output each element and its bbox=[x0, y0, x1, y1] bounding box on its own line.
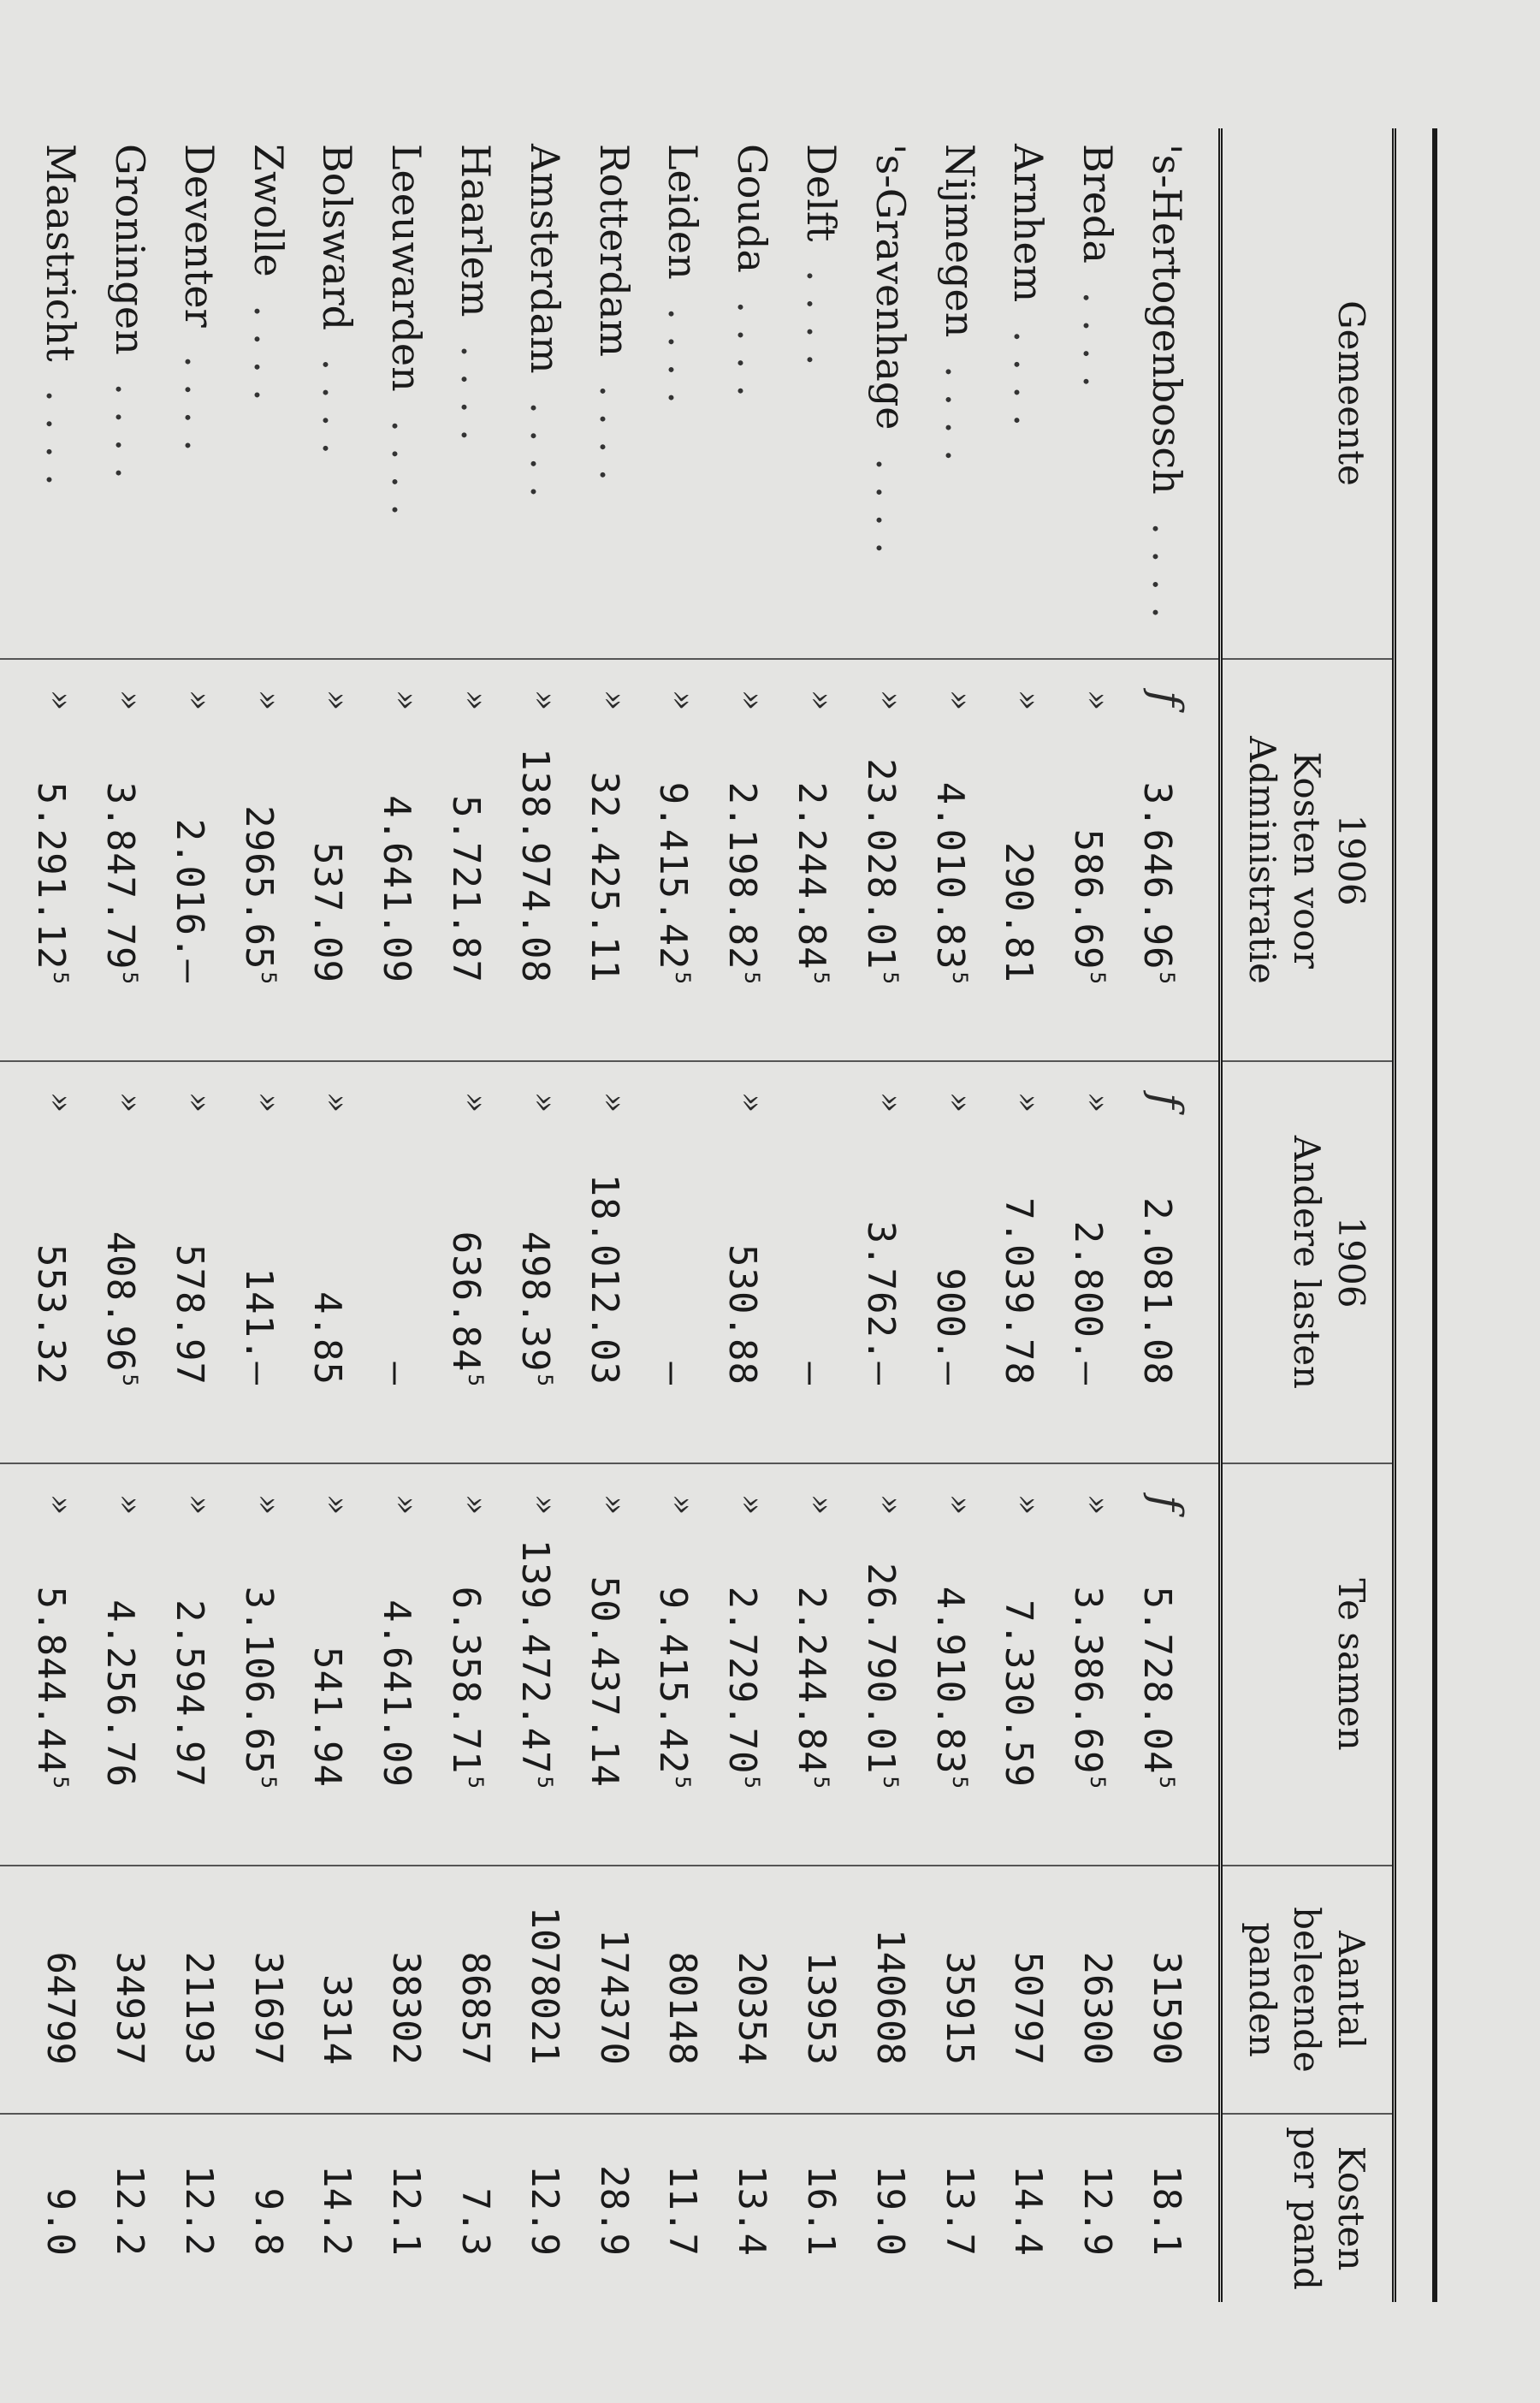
currency-mark: » bbox=[1010, 1093, 1048, 1114]
gemeente-name: Delft bbox=[798, 144, 845, 242]
rotated-table-container bbox=[29, 128, 1437, 2302]
cell-aantal-panden: 38302 bbox=[366, 1866, 435, 2114]
header-andere-lasten: 1906 Andere lasten bbox=[1221, 1061, 1395, 1463]
cell-kosten-per-pand: 16.1 bbox=[781, 2114, 850, 2302]
table-row bbox=[1127, 128, 1220, 2302]
cell-kosten-per-pand: 14.2 bbox=[298, 2114, 367, 2302]
amount-value: 636.84 bbox=[444, 1231, 489, 1373]
amount-value: 2.729.70 bbox=[720, 1586, 765, 1775]
amount-value: 2.244.84 bbox=[790, 1586, 834, 1775]
cell-kosten-per-pand: 12.9 bbox=[505, 2114, 574, 2302]
leader-dots: .... bbox=[1005, 302, 1052, 442]
currency-mark: » bbox=[111, 1093, 150, 1114]
cell-andere bbox=[228, 1061, 298, 1463]
header-aantal-panden: Aantal beleende panden bbox=[1221, 1866, 1395, 2114]
currency-mark: » bbox=[249, 1093, 287, 1114]
currency-mark: » bbox=[457, 1093, 495, 1114]
currency-mark: » bbox=[733, 691, 772, 712]
cell-samen bbox=[435, 1463, 505, 1866]
currency-mark: » bbox=[733, 1495, 772, 1516]
cell-kosten bbox=[228, 659, 298, 1061]
cell-kosten bbox=[712, 659, 781, 1061]
cell-gemeente bbox=[920, 128, 989, 659]
leader-dots: .... bbox=[314, 330, 361, 471]
cell-gemeente bbox=[1127, 128, 1220, 659]
half-cent-mark: 5 bbox=[532, 1776, 557, 1789]
cell-aantal-panden: 31590 bbox=[1127, 1866, 1220, 2114]
amount-value: 498.39 bbox=[512, 1231, 557, 1373]
leader-dots: .... bbox=[1144, 494, 1190, 634]
header-kosten-per-pand: Kosten per pand bbox=[1221, 2114, 1395, 2302]
gemeente-name: Zwolle bbox=[245, 144, 292, 277]
amount-value: 7.039.78 bbox=[997, 1197, 1041, 1385]
cell-aantal-panden: 3314 bbox=[298, 1866, 367, 2114]
gemeente-name: Leeuwarden bbox=[383, 144, 430, 392]
cell-aantal-panden: 64799 bbox=[0, 1866, 90, 2114]
currency-mark: » bbox=[318, 1495, 357, 1516]
table-row bbox=[1057, 128, 1127, 2302]
currency-mark: » bbox=[664, 1495, 702, 1516]
half-cent-mark: 5 bbox=[256, 971, 281, 985]
gemeente-name: Deventer bbox=[175, 144, 222, 328]
table-row bbox=[228, 128, 298, 2302]
cell-kosten bbox=[435, 659, 505, 1061]
table-row bbox=[781, 128, 850, 2302]
cell-andere bbox=[159, 1061, 228, 1463]
amount-value: 4.256.76 bbox=[98, 1599, 143, 1788]
amount-value: — bbox=[651, 1362, 696, 1385]
currency-mark: f bbox=[1142, 1093, 1192, 1110]
gemeente-name: Groningen bbox=[107, 144, 154, 355]
cell-kosten-per-pand: 12.1 bbox=[366, 2114, 435, 2302]
cell-andere bbox=[366, 1061, 435, 1463]
half-cent-mark: 5 bbox=[49, 1776, 74, 1789]
currency-mark: » bbox=[1010, 1495, 1048, 1516]
half-cent-mark: 5 bbox=[947, 1776, 972, 1789]
cell-andere bbox=[435, 1061, 505, 1463]
gemeente-name: Gouda bbox=[729, 144, 776, 273]
amount-value: 5.728.04 bbox=[1135, 1586, 1179, 1775]
amount-value: 2.594.97 bbox=[167, 1599, 211, 1788]
table-row bbox=[989, 128, 1058, 2302]
amount-value: 141.— bbox=[236, 1267, 281, 1385]
cell-aantal-panden: 20354 bbox=[712, 1866, 781, 2114]
cell-aantal-panden: 50797 bbox=[989, 1866, 1058, 2114]
currency-mark: » bbox=[457, 691, 495, 712]
amount-value: 3.386.69 bbox=[1066, 1586, 1111, 1775]
cell-kosten-per-pand: 12.9 bbox=[1057, 2114, 1127, 2302]
currency-mark: » bbox=[42, 1495, 80, 1516]
leader-dots: .... bbox=[521, 373, 568, 513]
half-cent-mark: 5 bbox=[464, 1776, 489, 1789]
amount-value: 541.94 bbox=[305, 1646, 350, 1788]
cell-kosten bbox=[1127, 659, 1220, 1061]
amount-value: 900.— bbox=[927, 1267, 972, 1385]
cell-kosten bbox=[159, 659, 228, 1061]
cell-samen bbox=[0, 1463, 90, 1866]
currency-mark: » bbox=[388, 691, 426, 712]
gemeente-name: Rotterdam bbox=[590, 144, 637, 358]
currency-mark: » bbox=[388, 1495, 426, 1516]
cell-kosten bbox=[366, 659, 435, 1061]
currency-mark: » bbox=[180, 1495, 218, 1516]
currency-mark: » bbox=[42, 691, 80, 712]
table-row bbox=[159, 128, 228, 2302]
cell-aantal-panden: 80148 bbox=[643, 1866, 713, 2114]
half-cent-mark: 5 bbox=[878, 971, 903, 985]
half-cent-mark: 5 bbox=[740, 971, 765, 985]
cell-andere bbox=[712, 1061, 781, 1463]
cell-kosten bbox=[1057, 659, 1127, 1061]
currency-mark: » bbox=[1079, 691, 1117, 712]
amount-value: 138.974.08 bbox=[512, 748, 557, 983]
amount-value: 2.198.82 bbox=[720, 781, 765, 970]
cell-gemeente bbox=[228, 128, 298, 659]
cell-kosten bbox=[920, 659, 989, 1061]
cell-kosten-per-pand: 11.7 bbox=[643, 2114, 713, 2302]
table-row bbox=[0, 128, 90, 2302]
amount-value: 4.641.09 bbox=[375, 795, 419, 983]
leader-dots: .... bbox=[453, 317, 500, 457]
half-cent-mark: 5 bbox=[532, 1374, 557, 1387]
cell-andere bbox=[781, 1061, 850, 1463]
cell-samen bbox=[228, 1463, 298, 1866]
amount-value: 139.472.47 bbox=[512, 1539, 557, 1775]
cell-aantal-panden: 21193 bbox=[159, 1866, 228, 2114]
cell-aantal-panden: 174370 bbox=[574, 1866, 643, 2114]
leader-dots: .... bbox=[729, 272, 776, 413]
table-row bbox=[920, 128, 989, 2302]
cell-kosten-per-pand: 13.4 bbox=[712, 2114, 781, 2302]
cell-samen bbox=[90, 1463, 159, 1866]
half-cent-mark: 5 bbox=[671, 1776, 696, 1789]
amount-value: 4.85 bbox=[305, 1291, 350, 1385]
leader-dots: .... bbox=[660, 279, 707, 419]
cell-samen bbox=[643, 1463, 713, 1866]
currency-mark: » bbox=[1079, 1495, 1117, 1516]
cell-kosten bbox=[505, 659, 574, 1061]
half-cent-mark: 5 bbox=[118, 971, 143, 985]
currency-mark: » bbox=[871, 691, 909, 712]
cell-aantal-panden: 86857 bbox=[435, 1866, 505, 2114]
half-cent-mark: 5 bbox=[464, 1374, 489, 1387]
cell-samen bbox=[850, 1463, 920, 1866]
amount-value: 26.790.01 bbox=[858, 1563, 903, 1775]
cell-aantal-panden: 34937 bbox=[90, 1866, 159, 2114]
cell-gemeente bbox=[574, 128, 643, 659]
cell-samen bbox=[989, 1463, 1058, 1866]
table-row bbox=[574, 128, 643, 2302]
half-cent-mark: 5 bbox=[1086, 1776, 1111, 1789]
half-cent-mark: 5 bbox=[118, 1374, 143, 1387]
cell-gemeente bbox=[989, 128, 1058, 659]
table-row bbox=[505, 128, 574, 2302]
currency-mark: » bbox=[803, 1495, 841, 1516]
amount-value: 50.437.14 bbox=[582, 1575, 626, 1788]
gemeente-name: Haarlem bbox=[453, 144, 500, 317]
amount-value: 5.291.12 bbox=[29, 781, 74, 970]
currency-mark: » bbox=[1010, 691, 1048, 712]
amount-value: 23.028.01 bbox=[858, 758, 903, 970]
cell-kosten-per-pand: 13.7 bbox=[920, 2114, 989, 2302]
cell-kosten-per-pand: 28.9 bbox=[574, 2114, 643, 2302]
amount-value: 4.910.83 bbox=[927, 1586, 972, 1775]
table-row bbox=[643, 128, 713, 2302]
gemeente-name: 's-Gravenhage bbox=[867, 144, 914, 430]
cell-samen bbox=[712, 1463, 781, 1866]
currency-mark: » bbox=[940, 1093, 979, 1114]
currency-mark: » bbox=[249, 691, 287, 712]
gemeente-name: Maastricht bbox=[38, 144, 85, 362]
amount-value: 553.32 bbox=[29, 1244, 74, 1385]
amount-value: 3.106.65 bbox=[236, 1586, 281, 1775]
currency-mark: » bbox=[525, 691, 564, 712]
gemeente-name: 's-Hertogenbosch bbox=[1144, 144, 1190, 495]
cell-kosten bbox=[574, 659, 643, 1061]
cell-gemeente bbox=[643, 128, 713, 659]
currency-mark: » bbox=[733, 1093, 772, 1114]
currency-mark: » bbox=[940, 691, 979, 712]
table-row bbox=[712, 128, 781, 2302]
cell-andere bbox=[0, 1061, 90, 1463]
cell-kosten-per-pand: 7.3 bbox=[435, 2114, 505, 2302]
cell-kosten-per-pand: 12.2 bbox=[90, 2114, 159, 2302]
half-cent-mark: 5 bbox=[671, 971, 696, 985]
table-row bbox=[298, 128, 367, 2302]
amount-value: 3.646.96 bbox=[1135, 781, 1179, 970]
gemeente-name: Amsterdam bbox=[521, 144, 568, 374]
table-row bbox=[90, 128, 159, 2302]
currency-mark: » bbox=[664, 691, 702, 712]
cell-samen bbox=[298, 1463, 367, 1866]
gemeente-name: Bolsward bbox=[314, 144, 361, 331]
amount-value: 290.81 bbox=[997, 842, 1041, 983]
leader-dots: .... bbox=[383, 391, 430, 531]
cell-samen bbox=[366, 1463, 435, 1866]
cell-kosten bbox=[643, 659, 713, 1061]
amount-value: 2.800.— bbox=[1066, 1220, 1111, 1385]
currency-mark: » bbox=[803, 691, 841, 712]
amount-value: 5.844.44 bbox=[29, 1586, 74, 1775]
half-cent-mark: 5 bbox=[1155, 971, 1179, 985]
gemeente-name: Nijmegen bbox=[936, 144, 983, 338]
amount-value: 2.244.84 bbox=[790, 781, 834, 970]
amount-value: 2.016.— bbox=[167, 818, 211, 983]
amount-value: 4.641.09 bbox=[375, 1599, 419, 1788]
cell-samen bbox=[574, 1463, 643, 1866]
cell-aantal-panden: 31697 bbox=[228, 1866, 298, 2114]
amount-value: 6.358.71 bbox=[444, 1586, 489, 1775]
cell-samen bbox=[781, 1463, 850, 1866]
currency-mark: » bbox=[595, 691, 633, 712]
cell-kosten bbox=[989, 659, 1058, 1061]
table-body bbox=[0, 128, 1221, 2302]
cell-aantal-panden: 1078021 bbox=[505, 1866, 574, 2114]
cell-gemeente bbox=[712, 128, 781, 659]
cell-kosten-per-pand: 9.0 bbox=[0, 2114, 90, 2302]
leader-dots: .... bbox=[590, 357, 637, 497]
cell-kosten bbox=[0, 659, 90, 1061]
amount-value: 530.88 bbox=[720, 1244, 765, 1385]
half-cent-mark: 5 bbox=[947, 971, 972, 985]
amount-value: 32.425.11 bbox=[582, 771, 626, 983]
currency-mark: » bbox=[940, 1495, 979, 1516]
cell-gemeente bbox=[1057, 128, 1127, 659]
header-kosten-administratie: 1906 Kosten voor Administratie bbox=[1221, 659, 1395, 1061]
cell-gemeente bbox=[0, 128, 90, 659]
currency-mark: » bbox=[318, 691, 357, 712]
currency-mark: » bbox=[111, 1495, 150, 1516]
cell-andere bbox=[574, 1061, 643, 1463]
amount-value: 3.847.79 bbox=[98, 781, 143, 970]
currency-mark: » bbox=[525, 1093, 564, 1114]
amount-value: 578.97 bbox=[167, 1244, 211, 1385]
cell-andere bbox=[90, 1061, 159, 1463]
leader-dots: .... bbox=[107, 354, 154, 495]
cell-kosten bbox=[298, 659, 367, 1061]
cell-gemeente bbox=[366, 128, 435, 659]
leader-dots: .... bbox=[867, 430, 914, 570]
amount-value: 3.762.— bbox=[858, 1220, 903, 1385]
amount-value: 18.012.03 bbox=[582, 1173, 626, 1385]
table-header bbox=[1221, 128, 1436, 2302]
cell-samen bbox=[1057, 1463, 1127, 1866]
cell-gemeente bbox=[90, 128, 159, 659]
cell-gemeente bbox=[505, 128, 574, 659]
cell-aantal-panden: 35915 bbox=[920, 1866, 989, 2114]
cell-kosten bbox=[850, 659, 920, 1061]
cell-kosten-per-pand: 9.8 bbox=[228, 2114, 298, 2302]
half-cent-mark: 5 bbox=[878, 1776, 903, 1789]
cell-samen bbox=[159, 1463, 228, 1866]
cell-andere bbox=[920, 1061, 989, 1463]
cell-andere bbox=[1127, 1061, 1220, 1463]
half-cent-mark: 5 bbox=[740, 1776, 765, 1789]
cell-gemeente bbox=[298, 128, 367, 659]
half-cent-mark: 5 bbox=[256, 1776, 281, 1789]
cell-aantal-panden: 26300 bbox=[1057, 1866, 1127, 2114]
amount-value: 5.721.87 bbox=[444, 795, 489, 983]
amount-value: — bbox=[375, 1362, 419, 1385]
cell-kosten-per-pand: 18.1 bbox=[1127, 2114, 1220, 2302]
gemeente-name: Arnhem bbox=[1005, 144, 1052, 303]
amount-value: 537.09 bbox=[305, 842, 350, 983]
cell-kosten bbox=[781, 659, 850, 1061]
currency-mark: » bbox=[457, 1495, 495, 1516]
cell-andere bbox=[1057, 1061, 1127, 1463]
currency-mark: » bbox=[249, 1495, 287, 1516]
currency-mark: » bbox=[525, 1495, 564, 1516]
cell-andere bbox=[850, 1061, 920, 1463]
cell-kosten-per-pand: 14.4 bbox=[989, 2114, 1058, 2302]
amount-value: 9.415.42 bbox=[651, 781, 696, 970]
cell-samen bbox=[505, 1463, 574, 1866]
amount-value: 586.69 bbox=[1066, 828, 1111, 970]
cell-aantal-panden: 13953 bbox=[781, 1866, 850, 2114]
amount-value: — bbox=[790, 1362, 834, 1385]
currency-mark: » bbox=[42, 1093, 80, 1114]
half-cent-mark: 5 bbox=[1155, 1776, 1179, 1789]
currency-mark: » bbox=[595, 1495, 633, 1516]
cell-gemeente bbox=[781, 128, 850, 659]
amount-value: 4.010.83 bbox=[927, 781, 972, 970]
amount-value: 2965.65 bbox=[236, 805, 281, 970]
cell-andere bbox=[505, 1061, 574, 1463]
table-row bbox=[850, 128, 920, 2302]
cell-kosten-per-pand: 19.0 bbox=[850, 2114, 920, 2302]
leader-dots: .... bbox=[38, 361, 85, 501]
cell-kosten-per-pand: 12.2 bbox=[159, 2114, 228, 2302]
half-cent-mark: 5 bbox=[809, 1776, 834, 1789]
currency-mark: » bbox=[871, 1093, 909, 1114]
currency-mark: » bbox=[180, 691, 218, 712]
cell-andere bbox=[989, 1061, 1058, 1463]
amount-value: 408.96 bbox=[98, 1231, 143, 1373]
currency-mark: » bbox=[111, 691, 150, 712]
currency-mark: » bbox=[318, 1093, 357, 1114]
table-row bbox=[435, 128, 505, 2302]
cell-andere bbox=[298, 1061, 367, 1463]
table-row bbox=[366, 128, 435, 2302]
cell-gemeente bbox=[435, 128, 505, 659]
currency-mark: » bbox=[871, 1495, 909, 1516]
cell-aantal-panden: 140608 bbox=[850, 1866, 920, 2114]
leader-dots: .... bbox=[798, 241, 845, 382]
half-cent-mark: 5 bbox=[1086, 971, 1111, 985]
gemeente-name: Breda bbox=[1075, 144, 1122, 264]
amount-value: 2.081.08 bbox=[1135, 1197, 1179, 1385]
costs-table bbox=[0, 128, 1437, 2302]
amount-value: 7.330.59 bbox=[997, 1599, 1041, 1788]
header-te-samen: Te samen bbox=[1221, 1463, 1395, 1866]
header-gemeente: Gemeente bbox=[1221, 128, 1395, 659]
half-cent-mark: 5 bbox=[49, 971, 74, 985]
currency-mark: f bbox=[1142, 1495, 1192, 1512]
currency-mark: » bbox=[595, 1093, 633, 1114]
half-cent-mark: 5 bbox=[809, 971, 834, 985]
amount-value: 9.415.42 bbox=[651, 1586, 696, 1775]
cell-andere bbox=[643, 1061, 713, 1463]
leader-dots: .... bbox=[1075, 263, 1122, 404]
cell-samen bbox=[1127, 1463, 1220, 1866]
leader-dots: .... bbox=[936, 337, 983, 478]
leader-dots: .... bbox=[175, 327, 222, 467]
currency-mark: » bbox=[1079, 1093, 1117, 1114]
gemeente-name: Leiden bbox=[660, 144, 707, 280]
cell-kosten bbox=[90, 659, 159, 1061]
currency-mark: f bbox=[1142, 691, 1192, 708]
currency-mark: » bbox=[180, 1093, 218, 1114]
leader-dots: .... bbox=[245, 276, 292, 417]
cell-gemeente bbox=[159, 128, 228, 659]
cell-samen bbox=[920, 1463, 989, 1866]
cell-gemeente bbox=[850, 128, 920, 659]
